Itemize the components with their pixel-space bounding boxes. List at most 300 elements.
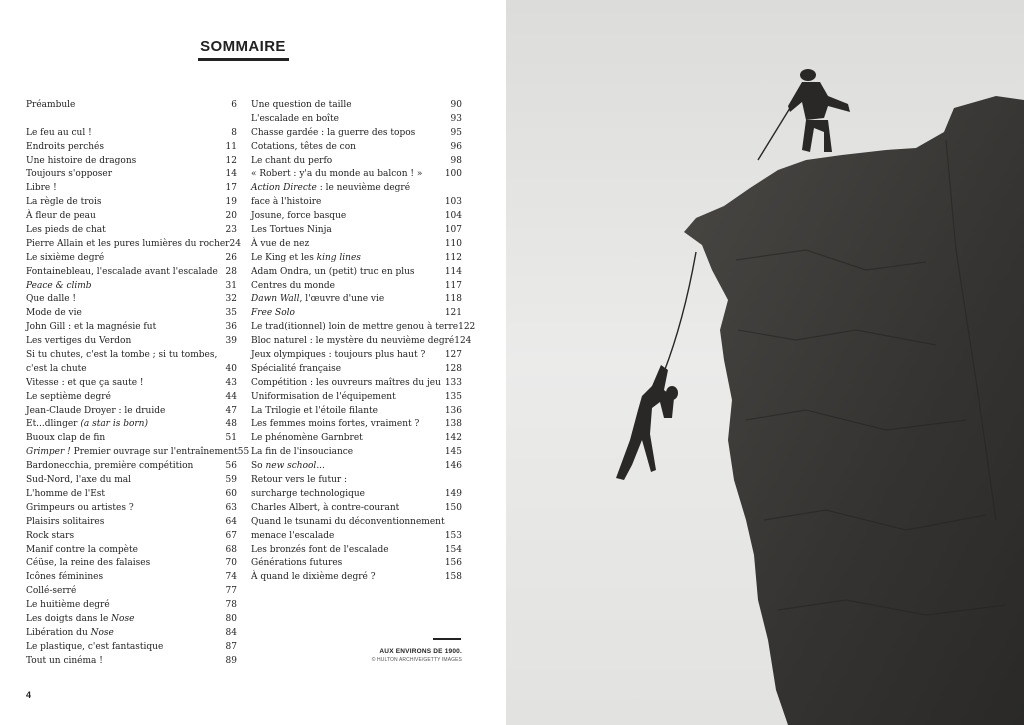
toc-entry-page: 8 [231,127,237,138]
toc-entry-title-text: À vue de nez [251,238,310,249]
toc-entry-page: 55 [237,447,250,458]
toc-entry-page: 87 [225,641,237,652]
toc-entry-title [251,571,436,585]
toc-entry [251,391,462,405]
toc-entry-title [251,321,458,335]
toc-entry-title-text: Et...dlinger [26,419,81,430]
toc-entry-title [251,335,454,349]
toc-entry [26,516,237,530]
toc-entry-title-text: Josune, force basque [251,211,347,222]
toc-entry [26,252,237,266]
toc-entry-title [251,391,436,405]
toc-entry-title [251,432,436,446]
toc-entry-page: 98 [450,155,462,166]
toc-entry-title-text: Le phénomène Garnbret [251,433,363,444]
toc-entry-title-text: Bloc naturel : le mystère du neuvième degré [251,336,455,347]
toc-entry-title [26,349,217,363]
toc-entry-title-text: So [251,461,266,472]
toc-entry-title [26,641,211,655]
toc-entry [251,127,462,141]
toc-entry-title-text: Spécialité française [251,363,342,374]
toc-entry-page: 80 [225,613,237,624]
toc-entry-title-text: Tout un cinéma ! [26,655,103,666]
toc-entry-page: 121 [444,308,462,319]
toc-entry-page: 32 [225,294,237,305]
toc-entry-title-text: Le plastique, c'est fantastique [26,641,164,652]
toc-entry-title [26,280,211,294]
toc-entry-title [26,571,211,585]
toc-entry-page: 90 [450,100,462,110]
toc-entry [251,432,462,446]
toc-entry-title [251,113,436,127]
toc-entry [251,182,462,196]
toc-entry-title-text: Grimpeurs ou artistes ? [26,502,134,513]
toc-entry-title [26,335,211,349]
page-title: SOMMAIRE [200,38,286,55]
toc-entry-title [26,405,211,419]
toc-entry [26,210,237,224]
toc-entry-title-italic: Peace & climb [26,280,92,291]
toc-entry-title-text: Compétition : les ouvreurs maîtres du jeu [251,377,441,388]
toc-entry-title [26,168,211,182]
toc-entry-page: 19 [225,197,237,208]
toc-entry-page: 138 [444,419,462,430]
toc-entry-page: 14 [225,169,237,180]
toc-column-left [26,99,250,669]
toc-entry [251,544,462,558]
toc-entry-page: 28 [225,266,237,277]
toc-entry-page: 11 [225,141,237,152]
toc-entry [26,182,237,196]
toc-entry-title-italic: Grimper ! [26,447,71,458]
toc-entry [251,516,462,530]
toc-entry-page: 20 [225,211,237,222]
toc-entry [26,196,237,210]
toc-entry-title-text: surcharge technologique [251,488,365,499]
toc-entry [26,141,237,155]
toc-entry [251,293,462,307]
toc-entry [26,571,237,585]
toc-entry-title-text: Quand le tsunami du déconventionnement [251,516,445,527]
toc-entry-page: 128 [444,363,462,374]
toc-entry [251,446,462,460]
toc-entry [251,530,462,544]
toc-entry-title-text: Le trad(itionnel) loin de mettre genou à terre [251,322,459,333]
toc-entry-title [251,307,436,321]
toc-entry-title-text: Une histoire de dragons [26,155,137,166]
toc-entry-title-text: Uniformisation de l'équipement [251,391,396,402]
toc-entry [251,99,462,113]
toc-entry-title-text: La Trilogie et l'étoile filante [251,405,378,416]
toc-entry-title [251,99,436,113]
toc-entry-title [251,544,436,558]
toc-entry [251,224,462,238]
toc-entry-title [251,168,436,182]
toc-entry-title [251,182,436,196]
toc-entry-title-text: Toujours s'opposer [26,169,113,180]
toc-entry-page: 12 [225,155,237,166]
toc-entry-title-text: Libération du [26,627,91,638]
toc-entry-title [251,405,436,419]
toc-entry-page: 74 [225,572,237,583]
toc-entry [251,168,462,182]
toc-entry-title-text: ... [316,461,325,472]
toc-entry-title-text: Plaisirs solitaires [26,516,105,527]
toc-entry-title [251,446,436,460]
toc-entry-title-text: L'homme de l'Est [26,488,106,499]
toc-entry [251,141,462,155]
toc-entry-title-text: « Robert : y'a du monde au balcon ! » [251,169,423,180]
toc-entry [251,335,472,349]
toc-entry-page: 117 [444,280,462,291]
toc-entry [251,113,462,127]
toc-entry-title [26,585,211,599]
toc-entry-title-text: Fontainebleau, l'escalade avant l'escalade [26,266,218,277]
toc-entry [26,391,237,405]
photo-caption [372,648,462,663]
toc-entry-page: 135 [444,391,462,402]
toc-entry [251,349,462,363]
toc-entry-title-text: Libre ! [26,183,57,194]
toc-entry-title [26,377,211,391]
toc-entry-title-text: Icônes féminines [26,572,104,583]
toc-entry-page: 96 [450,141,462,152]
toc-entry-title-text: Charles Albert, à contre-courant [251,502,400,513]
toc-entry [26,530,237,544]
toc-entry-title-text: La règle de trois [26,197,102,208]
toc-entry-title-text: Le sixième degré [26,252,105,263]
toc-entry [26,460,237,474]
toc-entry-title [251,266,436,280]
toc-entry-title-text: À quand le dixième degré ? [251,572,376,583]
toc-entry-title-text: c'est la chute [26,363,87,374]
toc-entry-title-text: Le huitième degré [26,600,110,611]
toc-entry-page: 103 [444,197,462,208]
toc-entry-title [251,460,436,474]
caption-title: AUX ENVIRONS DE 1900. [379,648,462,655]
toc-entry [251,418,462,432]
toc-entry [251,280,462,294]
toc-entry-title [26,224,211,238]
toc-entry [26,321,237,335]
toc-entry-title [251,280,436,294]
toc-entry-title [251,127,436,141]
climbing-photo [506,0,1024,725]
toc-entry-title-text: La fin de l'insouciance [251,447,354,458]
toc-entry-title-text: Centres du monde [251,280,335,291]
toc-entry-page: 110 [444,238,462,249]
toc-entry-title-text: Les doigts dans le [26,613,112,624]
toc-entry-title [26,460,211,474]
toc-entry-page: 145 [444,447,462,458]
toc-entry-page: 67 [225,530,237,541]
toc-entry-title-text: Chasse gardée : la guerre des topos [251,127,416,138]
toc-entry-title-text: Générations futures [251,558,343,569]
toc-entry-title-text: Retour vers le futur : [251,475,348,486]
toc-entry-title [251,252,436,266]
toc-entry-title [251,196,436,210]
toc-entry [26,307,237,321]
toc-entry-title [26,155,211,169]
toc-entry-title-text: Les bronzés font de l'escalade [251,544,389,555]
toc-entry-title-text: Buoux clap de fin [26,433,106,444]
toc-entry [251,557,462,571]
toc-entry-page: 154 [444,544,462,555]
toc-entry [26,655,237,669]
toc-entry-title-text: À fleur de peau [26,211,96,222]
toc-entry [251,252,462,266]
toc-entry [26,641,237,655]
toc-entry-page: 43 [225,377,237,388]
toc-entry-page: 93 [450,113,462,124]
toc-entry-title-text: Sud-Nord, l'axe du mal [26,475,132,486]
toc-entry-title [26,307,211,321]
toc-entry [26,488,237,502]
toc-entry [251,405,462,419]
toc-entry-page: 68 [225,544,237,555]
toc-entry-title [251,349,436,363]
toc-entry-page: 84 [225,627,237,638]
toc-entry-page: 63 [225,502,237,513]
toc-entry [26,335,237,349]
toc-entry [26,418,237,432]
toc-entry-title [251,224,436,238]
toc-entry-page: 89 [225,655,237,666]
title-underline [198,58,289,61]
toc-entry-title-text: Pierre Allain et les pures lumières du rocher [26,238,230,249]
toc-entry-title-italic: Action Directe [251,183,317,194]
toc-entry-title [251,155,436,169]
toc-entry-title [251,363,436,377]
toc-entry-title-text: Si tu chutes, c'est la tombe ; si tu tombes, [26,350,218,361]
toc-entry-title-text: Le septième degré [26,391,111,402]
caption-credit: © HULTON ARCHIVE/GETTY IMAGES [371,657,462,663]
toc-entry-title-text: Céüse, la reine des falaises [26,558,151,569]
toc-entry-page: 158 [444,572,462,583]
toc-entry-title [26,613,211,627]
toc-entry-title-text: Cotations, têtes de con [251,141,356,152]
toc-entry-title [26,266,218,280]
toc-entry [26,405,237,419]
toc-entry-title-text: Bardonecchia, première compétition [26,461,194,472]
toc-entry-title-text: Vitesse : et que ça saute ! [26,377,144,388]
toc-entry [251,155,462,169]
toc-entry-page: 39 [225,336,237,347]
toc-entry [26,238,241,252]
toc-entry-title-text: Manif contre la compète [26,544,138,555]
toc-entry-page: 149 [444,488,462,499]
toc-entry-page: 104 [444,211,462,222]
toc-entry-title-text: Rock stars [26,530,75,541]
toc-entry-title-italic: king lines [316,252,361,263]
toc-entry-title-italic: new school [265,461,317,472]
toc-entry-page: 56 [225,461,237,472]
toc-entry-title [251,238,436,252]
toc-entry-page: 107 [444,225,462,236]
toc-entry-page: 127 [444,350,462,361]
toc-entry-title [26,363,211,377]
toc-entry [251,474,462,488]
toc-entry-title-text: Une question de taille [251,100,352,110]
toc-entry-page: 64 [225,516,237,527]
toc-entry-page: 36 [225,322,237,333]
toc-entry-title-text: Adam Ondra, un (petit) truc en plus [251,266,415,277]
toc-entry-title [251,474,436,488]
toc-entry-title [26,99,211,113]
toc-entry-page: 44 [225,391,237,402]
toc-entry-page: 24 [229,238,241,249]
toc-entry-title [251,516,445,530]
toc-entry-page: 146 [444,461,462,472]
toc-entry-page: 156 [444,558,462,569]
toc-entry-page: 112 [444,252,462,263]
toc-entry [251,502,462,516]
toc-entry [26,446,250,460]
toc-entry [26,474,237,488]
toc-entry [26,127,237,141]
toc-entry-title [26,544,211,558]
toc-entry-page: 35 [225,308,237,319]
toc-entry-title [251,557,436,571]
toc-entry-title [26,627,211,641]
toc-entry [251,488,462,502]
toc-entry-title-text: Les vertiges du Verdon [26,336,132,347]
toc-entry-page: 150 [444,502,462,513]
toc-entry-page: 23 [225,225,237,236]
toc-entry-title-text: , l'œuvre d'une vie [299,294,385,305]
toc-entry-page: 100 [444,169,462,180]
toc-entry-title [26,557,211,571]
toc-entry-title-text: Préambule [26,100,76,110]
caption-rule [433,638,461,640]
toc-entry-page: 26 [225,252,237,263]
toc-entry [26,168,237,182]
toc-entry-page: 136 [444,405,462,416]
toc-entry-page: 124 [454,336,472,347]
toc-entry-title-italic: Nose [111,613,135,624]
toc-entry-title-text: Les pieds de chat [26,225,106,236]
toc-entry-title-text: Mode de vie [26,308,82,319]
toc-entry-page: 40 [225,363,237,374]
toc-entry-title-italic: Free Solo [251,308,295,319]
toc-entry-title-text: John Gill : et la magnésie fut [26,322,157,333]
page-number: 4 [26,690,32,700]
toc-entry-title [26,210,211,224]
toc-entry [26,585,237,599]
toc-entry-page: 77 [225,586,237,597]
toc-entry [26,266,237,280]
toc-entry [251,363,462,377]
toc-entry-page: 47 [225,405,237,416]
toc-entry-title-text: menace l'escalade [251,530,335,541]
toc-entry [26,224,237,238]
toc-entry-page: 118 [444,294,462,305]
toc-entry [26,613,237,627]
toc-entry [26,557,237,571]
toc-entry-title [251,141,436,155]
toc-entry-title [26,655,211,669]
toc-entry-title [251,377,441,391]
toc-entry-page: 59 [225,475,237,486]
toc-entry-title-italic: Nose [90,627,114,638]
toc-entry [26,155,237,169]
toc-entry [26,99,237,113]
toc-entry-title-text: Les femmes moins fortes, vraiment ? [251,419,420,430]
toc-entry-title-italic: Dawn Wall [251,294,300,305]
toc-entry-page: 6 [231,100,237,110]
toc-entry-title-text: Le chant du perfo [251,155,333,166]
toc-entry [251,238,462,252]
toc-entry-title [26,418,211,432]
toc-entry-title [26,196,211,210]
toc-entry-title-text: Le King et les [251,252,317,263]
toc-entry-title-text: Endroits perchés [26,141,104,152]
toc-entry [251,321,476,335]
left-page [0,0,506,725]
toc-entry-title [26,182,211,196]
toc-entry-title [26,141,211,155]
toc-entry [26,627,237,641]
toc-entry-title [251,293,436,307]
toc-entry [26,599,237,613]
toc-entry-title-italic: (a star is born) [80,419,148,430]
toc-entry-page: 70 [225,558,237,569]
toc-entry-page: 60 [225,488,237,499]
toc-entry [26,293,237,307]
toc-entry-page: 122 [458,322,476,333]
toc-entry-title-text: Le feu au cul ! [26,127,92,138]
toc-entry-page: 114 [444,266,462,277]
toc-entry-title [26,238,230,252]
toc-entry-title [26,488,211,502]
toc-entry [26,544,237,558]
toc-entry-title [251,418,436,432]
toc-entry [251,377,462,391]
toc-entry-title-text: Jeux olympiques : toujours plus haut ? [251,350,426,361]
toc-entry-title-text: Que dalle ! [26,294,77,305]
toc-entry-page: 95 [450,127,462,138]
toc-entry [251,307,462,321]
toc-entry-title [26,252,211,266]
toc-entry-title [26,446,238,460]
toc-entry-title [26,321,211,335]
toc-entry [251,210,462,224]
toc-entry [26,377,237,391]
toc-entry-title-text: Les Tortues Ninja [251,225,332,236]
toc-entry-page: 48 [225,419,237,430]
toc-entry [26,349,237,363]
toc-entry-title [26,516,211,530]
toc-entry-title [26,474,211,488]
toc-entry [26,363,237,377]
toc-entry-title [251,530,436,544]
toc-entry-title [251,210,436,224]
toc-entry-title [251,502,436,516]
toc-entry-title [26,599,211,613]
toc-entry-title [26,127,211,141]
toc-entry-page: 153 [444,530,462,541]
toc-entry-page: 142 [444,433,462,444]
toc-entry-title-text: Premier ouvrage sur l'entraînement [70,447,238,458]
toc-entry [251,266,462,280]
toc-entry-page: 51 [225,433,237,444]
toc-entry-title-text: Jean-Claude Droyer : le druide [26,405,166,416]
toc-column-right [251,99,476,585]
toc-entry [251,196,462,210]
toc-entry-title-text: L'escalade en boîte [251,113,339,124]
toc-entry-title [251,488,436,502]
toc-entry-title [26,432,211,446]
